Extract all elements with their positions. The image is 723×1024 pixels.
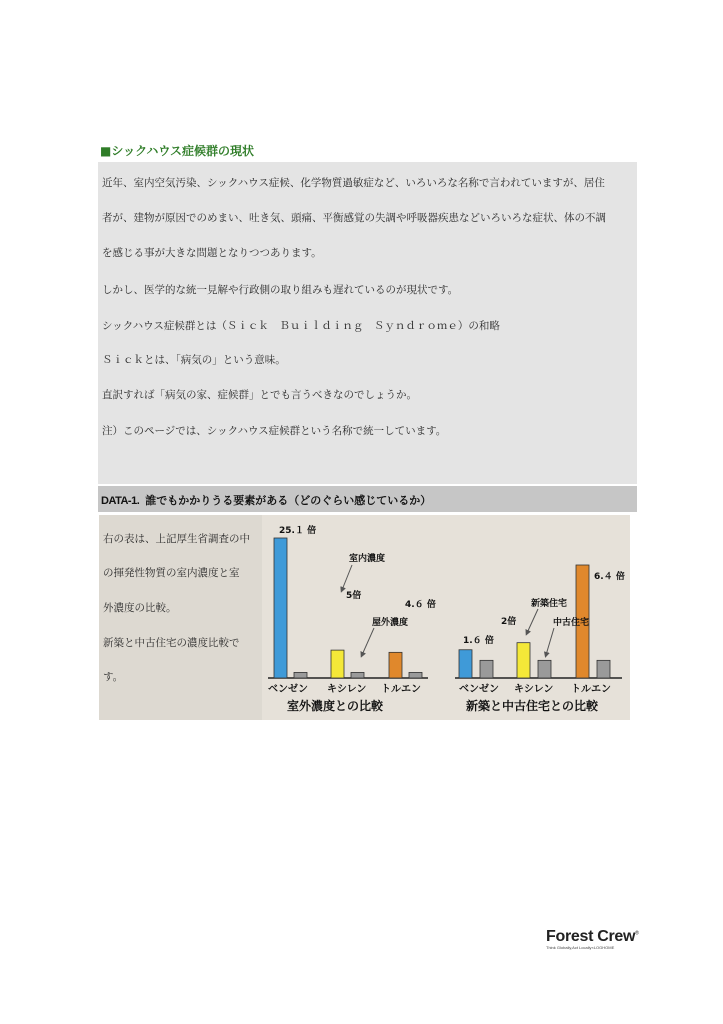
chart1-bar-benzene-indoor	[274, 538, 287, 678]
description-line-1: 右の表は、上記厚生省調査の中	[103, 533, 250, 545]
chart2-label-benzene: 1.６ 倍	[463, 636, 494, 646]
chart1-bar-toluene-outdoor	[409, 672, 422, 678]
logo-tagline: Think Globally,Act Locally×LOGHOME	[546, 945, 615, 950]
chart2-bar-toluene-used	[597, 660, 610, 678]
description-line-3: 外濃度の比較。	[103, 602, 177, 614]
logo-name: Forest Crew	[546, 928, 636, 945]
chart1-cat-xylene: キシレン	[327, 684, 367, 695]
forest-crew-logo	[546, 928, 639, 950]
chart2-arrow-used	[546, 628, 554, 655]
intro-line-6: Ｓｉｃｋとは、「病気の」という意味。	[102, 354, 286, 366]
intro-line-3: を感じる事が大きな問題となりつつあります。	[102, 247, 322, 259]
intro-line-1: 近年、室内空気汚染、シックハウス症候、化学物質過敏症など、いろいろな名称で言われていますが、居住	[102, 177, 605, 189]
chart1-bar-xylene-outdoor	[351, 672, 364, 678]
chart-new-vs-used	[455, 565, 625, 713]
chart2-bar-xylene-new	[517, 643, 530, 678]
intro-line-2: 者が、建物が原因でのめまい、吐き気、頭痛、平衡感覚の失調や呼吸器疾患などいろいろな症状、体の不調	[102, 212, 606, 224]
chart-outdoor-comparison	[268, 524, 436, 713]
data-tag: DATA-1.	[101, 495, 140, 507]
chart1-bar-xylene-indoor	[331, 650, 344, 678]
chart1-bar-benzene-outdoor	[294, 672, 307, 678]
description-line-5: す。	[103, 671, 124, 683]
chart1-label-toluene: 4.６ 倍	[405, 600, 436, 610]
intro-line-8: 注）このページでは、シックハウス症候群という名称で統一しています。	[102, 425, 447, 437]
section-heading: ■シックハウス症候群の現状	[100, 144, 255, 158]
chart1-label-xylene: 5倍	[346, 591, 362, 601]
chart2-bar-benzene-new	[459, 650, 472, 678]
chart2-cat-toluene: トルエン	[571, 684, 611, 695]
chart2-cat-benzene: ベンゼン	[459, 684, 499, 695]
chart2-label-toluene: 6.４ 倍	[594, 572, 625, 582]
chart1-arrow-indoor	[342, 565, 352, 590]
logo-registered-mark: ®	[635, 930, 639, 937]
chart1-bar-toluene-indoor	[389, 652, 402, 678]
chart1-cat-benzene: ベンゼン	[268, 684, 308, 695]
description-line-2: の揮発性物質の室内濃度と室	[103, 567, 240, 579]
chart2-bar-xylene-used	[538, 660, 551, 678]
intro-line-7: 直訳すれば「病気の家、症候群」とでも言うべきなのでしょうか。	[102, 389, 417, 401]
chart2-arrow-new	[527, 609, 538, 633]
chart1-legend-outdoor: 屋外濃度	[372, 618, 409, 628]
chart1-legend-indoor: 室内濃度	[349, 554, 386, 564]
intro-line-5: シックハウス症候群とは（Ｓｉｃｋ Ｂｕｉｌｄｉｎｇ Ｓｙｎｄｒｏｍｅ）の和略	[102, 320, 500, 332]
chart1-label-benzene: 25.１ 倍	[279, 526, 317, 536]
chart1-arrow-outdoor	[362, 628, 374, 655]
chart2-label-xylene: 2倍	[501, 617, 517, 627]
chart1-cat-toluene: トルエン	[381, 684, 421, 695]
chart2-legend-new: 新築住宅	[531, 599, 568, 609]
chart2-cat-xylene: キシレン	[514, 684, 554, 695]
chart1-title: 室外濃度との比較	[287, 699, 384, 713]
chart2-legend-used: 中古住宅	[553, 618, 590, 628]
intro-line-4: しかし、医学的な統一見解や行政側の取り組みも遅れているのが現状です。	[102, 284, 459, 296]
chart2-title: 新築と中古住宅との比較	[466, 699, 599, 713]
chart2-bar-benzene-used	[480, 660, 493, 678]
data-title-text: 誰でもかかりうる要素がある（どのぐらい感じているか）	[145, 494, 432, 507]
description-line-4: 新築と中古住宅の濃度比較で	[103, 637, 240, 649]
